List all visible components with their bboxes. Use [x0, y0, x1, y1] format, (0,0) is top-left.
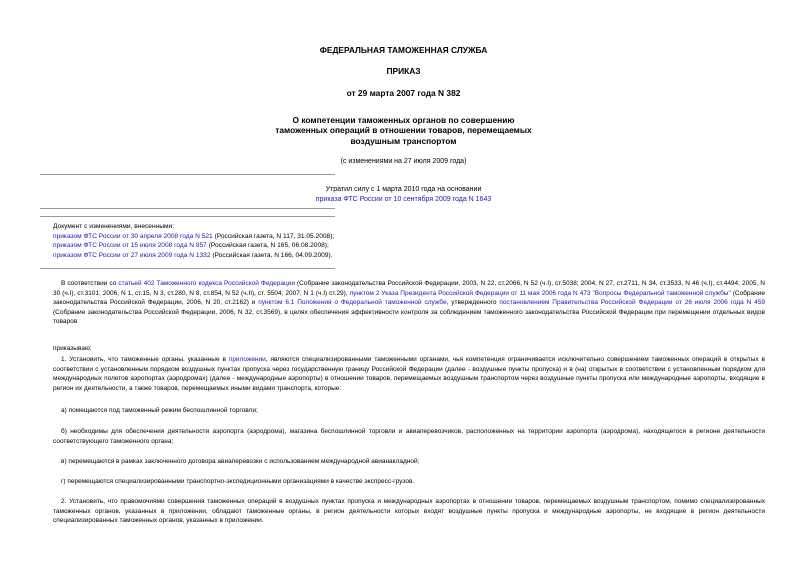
change-item — [53, 251, 334, 261]
preamble-paragraph: В соответствии со статьей 402 Таможенного кодекса Российской Федерации (Собрание законодательства Российской Федерации, 2003, N 22, ст.2066, N 52 (ч.I), ст.5038; 2004, N 27, ст.2711, N 34, ст.3533, N 46 (ч.I), ст.4494; 2005, N 30 (ч.I), ст.3101; 2006, N 1, ст.15, N 3, ст.280, N 8, ст.854, N 52 (ч.II), ст. 5504; 2007, N 1 (ч.I) ст.29), пунктом 2 Указа Президента Российской Федерации от 11 мая 2006 года N 473 "Вопросы Федеральной таможенной службы" (Собрание законодательства Российской Федерации, 2006, N 20, ст.2162) и пунктом 6.1 Положения о Федеральной таможенной службе, утвержденного постановлением Правительства Российской Федерации от 26 июля 2006 года N 459 (Собрание законодательства Российской Федерации, 2006, N 32, ст.3569), в целях обеспечения эффективности контроля за соблюдением таможенного законодательства Российской Федерации при перемещении отдельных видов товаров — [53, 280, 765, 326]
law-link[interactable]: пунктом 6.1 Положения о Федеральной таможенной службе — [258, 299, 447, 307]
change-source: (Российская газета, N 165, 06.08.2008); — [206, 242, 329, 249]
changes-block — [53, 222, 334, 260]
divider — [40, 216, 335, 217]
law-link[interactable]: статьей 402 Таможенного кодекса Российской Федерации — [118, 280, 295, 287]
change-link[interactable]: приказом ФТС России от 27 июля 2009 года N 1332 — [53, 251, 211, 259]
doc-title-line-3: воздушным транспортом — [350, 136, 457, 146]
change-link[interactable]: приказом ФТС России от 15 июля 2008 года N 857 — [53, 242, 207, 249]
invalid-basis-link[interactable]: приказа ФТС России от 10 сентября 2009 года N 1643 — [315, 196, 492, 203]
agency-name: ФЕДЕРАЛЬНАЯ ТАМОЖЕННАЯ СЛУЖБА — [319, 45, 488, 55]
doc-title-line-2: таможенных операций в отношении товаров, перемещаемых — [275, 125, 532, 135]
law-link[interactable]: постановлением Правительства Российской Федерации от 26 июля 2006 года N 459 — [499, 299, 765, 307]
subclause-a: а) помещаются под таможенный режим беспошлинной торговли; — [61, 407, 258, 414]
change-source: (Российская газета, N 166, 04.09.2009). — [210, 251, 333, 259]
subclause-g: г) перемещаются специализированными транспортно-экспедиционными организациями в качестве экспресс-грузов. — [61, 478, 415, 485]
invalid-notice: Утратил силу с 1 марта 2010 года на основании — [325, 186, 482, 193]
doc-date-number: от 29 марта 2007 года N 382 — [346, 88, 461, 98]
divider — [40, 174, 335, 175]
change-source: (Российская газета, N 117, 31.05.2008); — [212, 232, 335, 240]
divider — [40, 268, 335, 269]
clause-2: 2. Установить, что правомочиями совершения таможенных операций в воздушных пунктах пропуска и международных аэропортах в отношении товаров, перемещаемых воздушным транспортом, помимо специализированных таможенных органов, указанных в приложении, обладают таможенные органы, в регион деятельности которых входят воздушные пункты пропуска и международные аэропорты, не входящие в регион деятельности специализированных таможенных органов, указанных в приложении. — [53, 498, 765, 525]
subclause-v: в) перемещаются в рамках заключенного договора авиаперевозки с использованием международной авианакладной; — [61, 458, 420, 465]
changes-intro: Документ с изменениями, внесенными: — [53, 223, 175, 230]
change-item — [53, 232, 334, 242]
clause-1: 1. Установить, что таможенные органы, указанные в приложении, являются специализированными таможенными органами, чья компетенция ограничивается исключительно совершением таможенных операций в открытых в соответствии с установленным порядком воздушных пунктах пропуска через государственную границу Российской Федерации (далее - воздушные пункты пропуска) и в (на) открытых в соответствии с установленным порядком для международных полетов аэропортах (аэродромах) (далее - международные аэропорты) в отношении товаров, перемещаемых воздушным транспортом через воздушные пункты пропуска или международные аэропорты, входящие в регион их деятельности, а также товаров, перемещаемых иными видами транспорта, которые: — [53, 356, 765, 392]
law-link[interactable]: пунктом 2 Указа Президента Российской Федерации от 11 мая 2006 года N 473 "Вопросы Федеральной таможенной службы" — [349, 289, 731, 297]
change-link[interactable]: приказом ФТС России от 30 апреля 2008 года N 521 — [53, 232, 213, 240]
divider — [40, 208, 335, 209]
amended-note: (с изменениями на 27 июля 2009 года) — [340, 158, 467, 165]
order-word: приказываю: — [53, 345, 92, 352]
doc-type: ПРИКАЗ — [386, 66, 421, 76]
appendix-link[interactable]: приложении — [228, 356, 266, 363]
change-item — [53, 241, 334, 251]
subclause-b: б) необходимы для обеспечения деятельности аэропорта (аэродрома), магазина беспошлинной торговли и авиаперевозчиков, расположенных на территории аэропорта (аэродрома), находящегося в регионе деятельности соответствующего таможенного органа; — [53, 428, 765, 445]
doc-title-line-1: О компетенции таможенных органов по совершению — [292, 115, 515, 125]
